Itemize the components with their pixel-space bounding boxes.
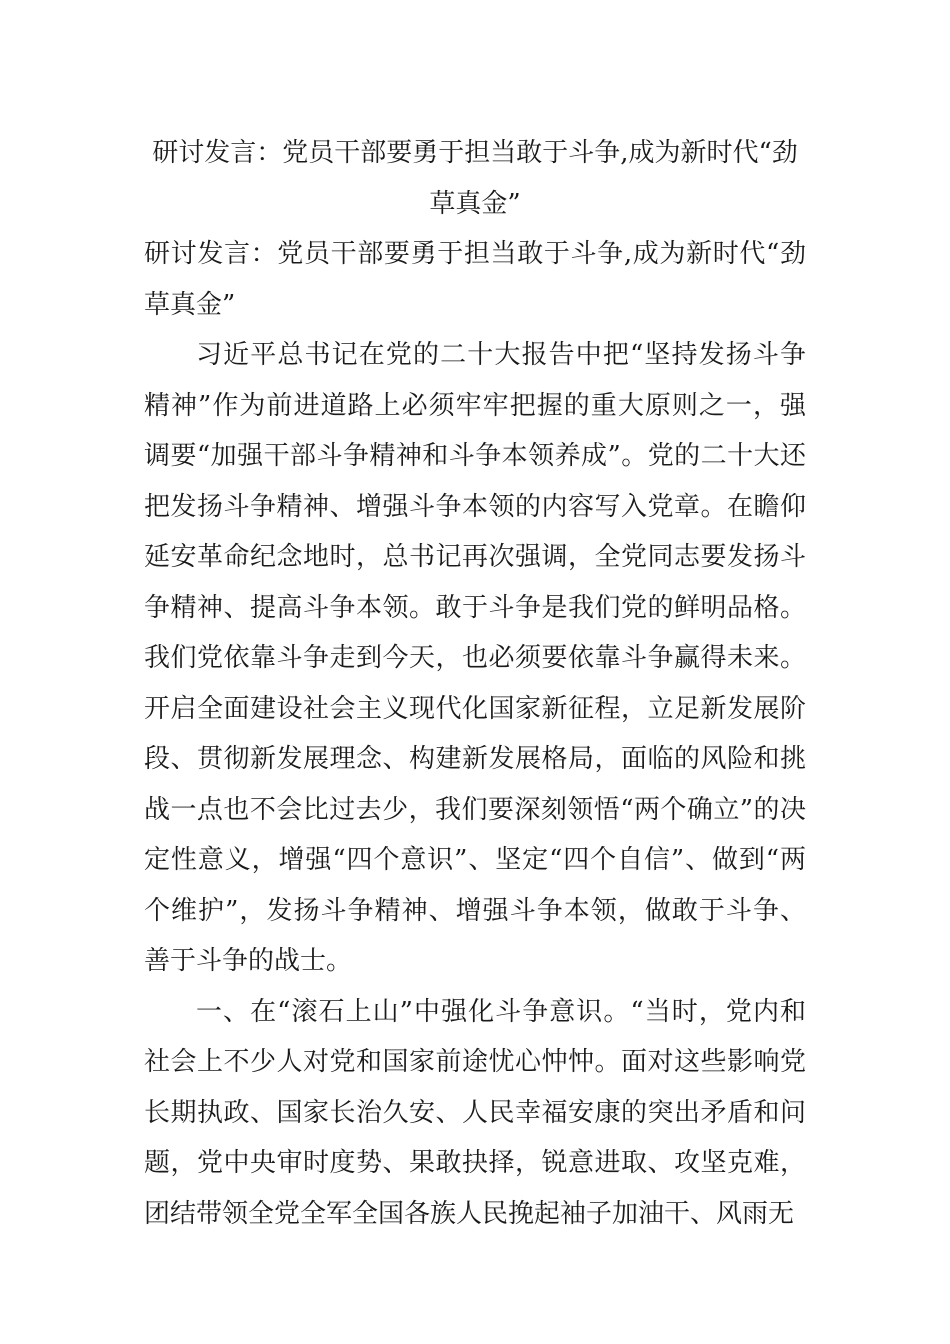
document-subtitle: 研讨发言：党员干部要勇于担当敢于斗争,成为新时代“劲草真金” xyxy=(144,239,806,320)
document-title: 研讨发言：党员干部要勇于担当敢于斗争,成为新时代“劲草真金” xyxy=(152,138,798,219)
body-paragraph: 一、在“滚石上山”中强化斗争意识。“当时，党内和社会上不少人对党和国家前途忧心忡忡。面对这些影响党长期执政、国家长治久安、人民幸福安康的突出矛盾和问题，党中央审时度势、果敢抉择，锐意进取、攻坚克难，团结带领全党全军全国各族人民挽起袖子加油干、风雨无 xyxy=(144,996,806,1229)
body-paragraph: 习近平总书记在党的二十大报告中把“坚持发扬斗争精神”作为前进道路上必须牢牢把握的重大原则之一，强调要“加强干部斗争精神和斗争本领养成”。党的二十大还把发扬斗争精神、增强斗争本领的内容写入党章。在瞻仰延安革命纪念地时，总书记再次强调，全党同志要发扬斗争精神、提高斗争本领。敢于斗争是我们党的鲜明品格。我们党依靠斗争走到今天，也必须要依靠斗争赢得未来。开启全面建设社会主义现代化国家新征程，立足新发展阶段、贯彻新发展理念、构建新发展格局，面临的风险和挑战一点也不会比过去少，我们要深刻领悟“两个确立”的决定性意义，增强“四个意识”、坚定“四个自信”、做到“两个维护”，发扬斗争精神、增强斗争本领，做敢于斗争、善于斗争的战士。 xyxy=(144,340,806,976)
document-body xyxy=(144,128,806,1239)
